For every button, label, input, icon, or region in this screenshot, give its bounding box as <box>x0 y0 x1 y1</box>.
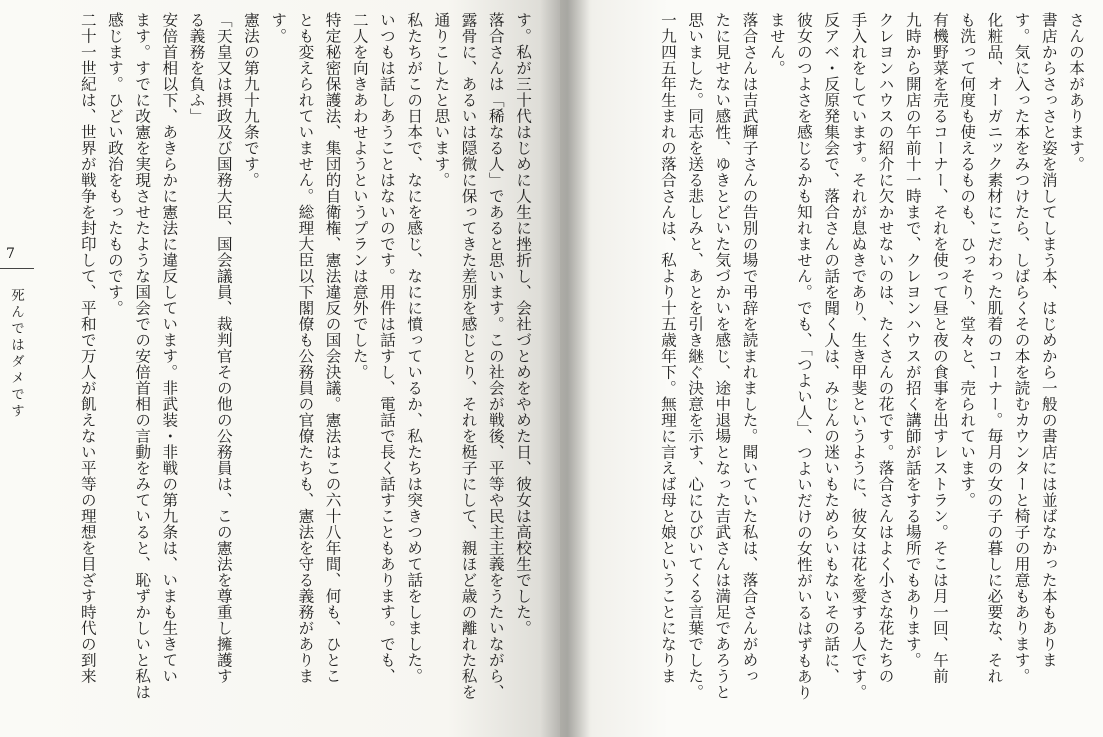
text-line: す。気に入った本をみつけたら、しばらくその本を読むカウンターと椅子の用意もあります。 <box>1012 12 1031 684</box>
running-title: 死んではダメです <box>8 288 24 420</box>
left-page-body-text <box>46 12 536 712</box>
text-line: 書店からさっさと姿を消してしまう本、はじめから一般の書店には並ばなかった本もありま <box>1039 12 1058 668</box>
text-line: 手入れをしています。それが息ぬきであり、生き甲斐というように、彼女は花を愛する人です。 <box>849 12 868 700</box>
text-line: す。私が三十代はじめに人生に挫折し、会社づとめをやめた日、彼女は高校生でした。 <box>514 12 532 636</box>
text-line: 落合さんは吉武輝子さんの告別の場で弔辞を読まれました。聞いていた私は、落合さんがめっ <box>740 12 759 684</box>
text-line: 一九四五年生まれの落合さんは、私より十五歳年下。無理に言えば母と娘ということになりま <box>658 12 677 684</box>
right-page <box>560 0 1103 737</box>
text-line: たに見せない感性、ゆきとどいた気づかいを感じ、途中退場となった吉武さんは満足であろうと <box>713 12 732 700</box>
text-line: ます。すでに改憲を実現させたような国会での安倍首相の言動をみていると、恥ずかしいと私は <box>133 12 152 700</box>
text-line: 安倍首相以下、あきらかに憲法に違反しています。非武装・非戦の第九条は、いまも生きてい <box>160 12 179 684</box>
text-line: 彼女のつよさを感じるかも知れません。でも、「つよい人」、つよいだけの女性がいるはずもあり <box>794 12 813 701</box>
text-line: 憲法の第九十九条です。 <box>241 12 260 188</box>
text-line: とも変えられていません。総理大臣以下閣僚も公務員の官僚たちも、憲法を守る義務があります。 <box>269 12 315 684</box>
text-line: 九時から開店の午前十一時まで、クレヨンハウスが招く講師が話をする場所でもあります。 <box>903 12 922 668</box>
text-line: る義務を負ふ」 <box>187 12 206 124</box>
text-line: 二人を向きあわせようというプランは意外でした。 <box>350 12 369 380</box>
text-line: さんの本があります。 <box>1067 12 1085 172</box>
text-line: 思いました。同志を送る悲しみと、あとを引き継ぐ決意を示す、心にひびいてくる言葉でした。 <box>686 12 705 700</box>
text-line: ません。 <box>767 12 786 76</box>
text-line: 感じます。ひどい政治をもったものです。 <box>105 12 124 316</box>
text-line: クレヨンハウスの紹介に欠かせないのは、たくさんの花です。落合さんはよく小さな花たちの <box>876 12 895 684</box>
folio-rule-divider <box>0 268 34 269</box>
text-line: 通りこしたと思います。 <box>432 12 451 188</box>
text-line: 化粧品、オーガニック素材にこだわった肌着のコーナー。毎月の女の子の暮しに必要な、それ <box>985 12 1004 684</box>
text-line: 私たちがこの日本で、なにを感じ、なにに憤っているか、私たちは突きつめて話をしました。 <box>405 12 424 684</box>
text-line: 露骨に、あるいは隠微に保ってきた差別を感じとり、それを梃子にして、親ほど歳の離れた私を <box>459 12 478 700</box>
right-page-body-text <box>569 12 1089 712</box>
text-line: いつもは話しあうことはないのです。用件は話すし、電話で長く話すこともあります。でも、 <box>377 12 396 684</box>
text-line: 二十一世紀は、世界が戦争を封印して、平和で万人が飢えない平等の理想を目ざす時代の到来 <box>78 12 97 684</box>
text-line: 特定秘密保護法、集団的自衛権、憲法違反の国会決議。憲法はこの六十八年間、何も、ひとこ <box>323 12 342 684</box>
text-line: も洗って何度も使えるものも、ひっそり、堂々と、売られています。 <box>958 12 977 508</box>
text-line: 反アベ・反原発集会で、落合さんの話を聞く人は、みじんの迷いもためらいもないその話に、 <box>822 12 841 684</box>
text-line: 有機野菜を売るコーナー、それを使って昼と夜の食事を出すレストラン。そこは月一回、午前 <box>930 12 949 684</box>
text-line: 落合さんは「稀なる人」であると思います。この社会が戦後、平等や民主主義をうたいながら、 <box>486 12 505 700</box>
text-line: 「天皇又は摂政及び国務大臣、国会議員、裁判官その他の公務員は、この憲法を尊重し擁護す <box>214 12 233 684</box>
page-number: 7 <box>6 246 15 262</box>
